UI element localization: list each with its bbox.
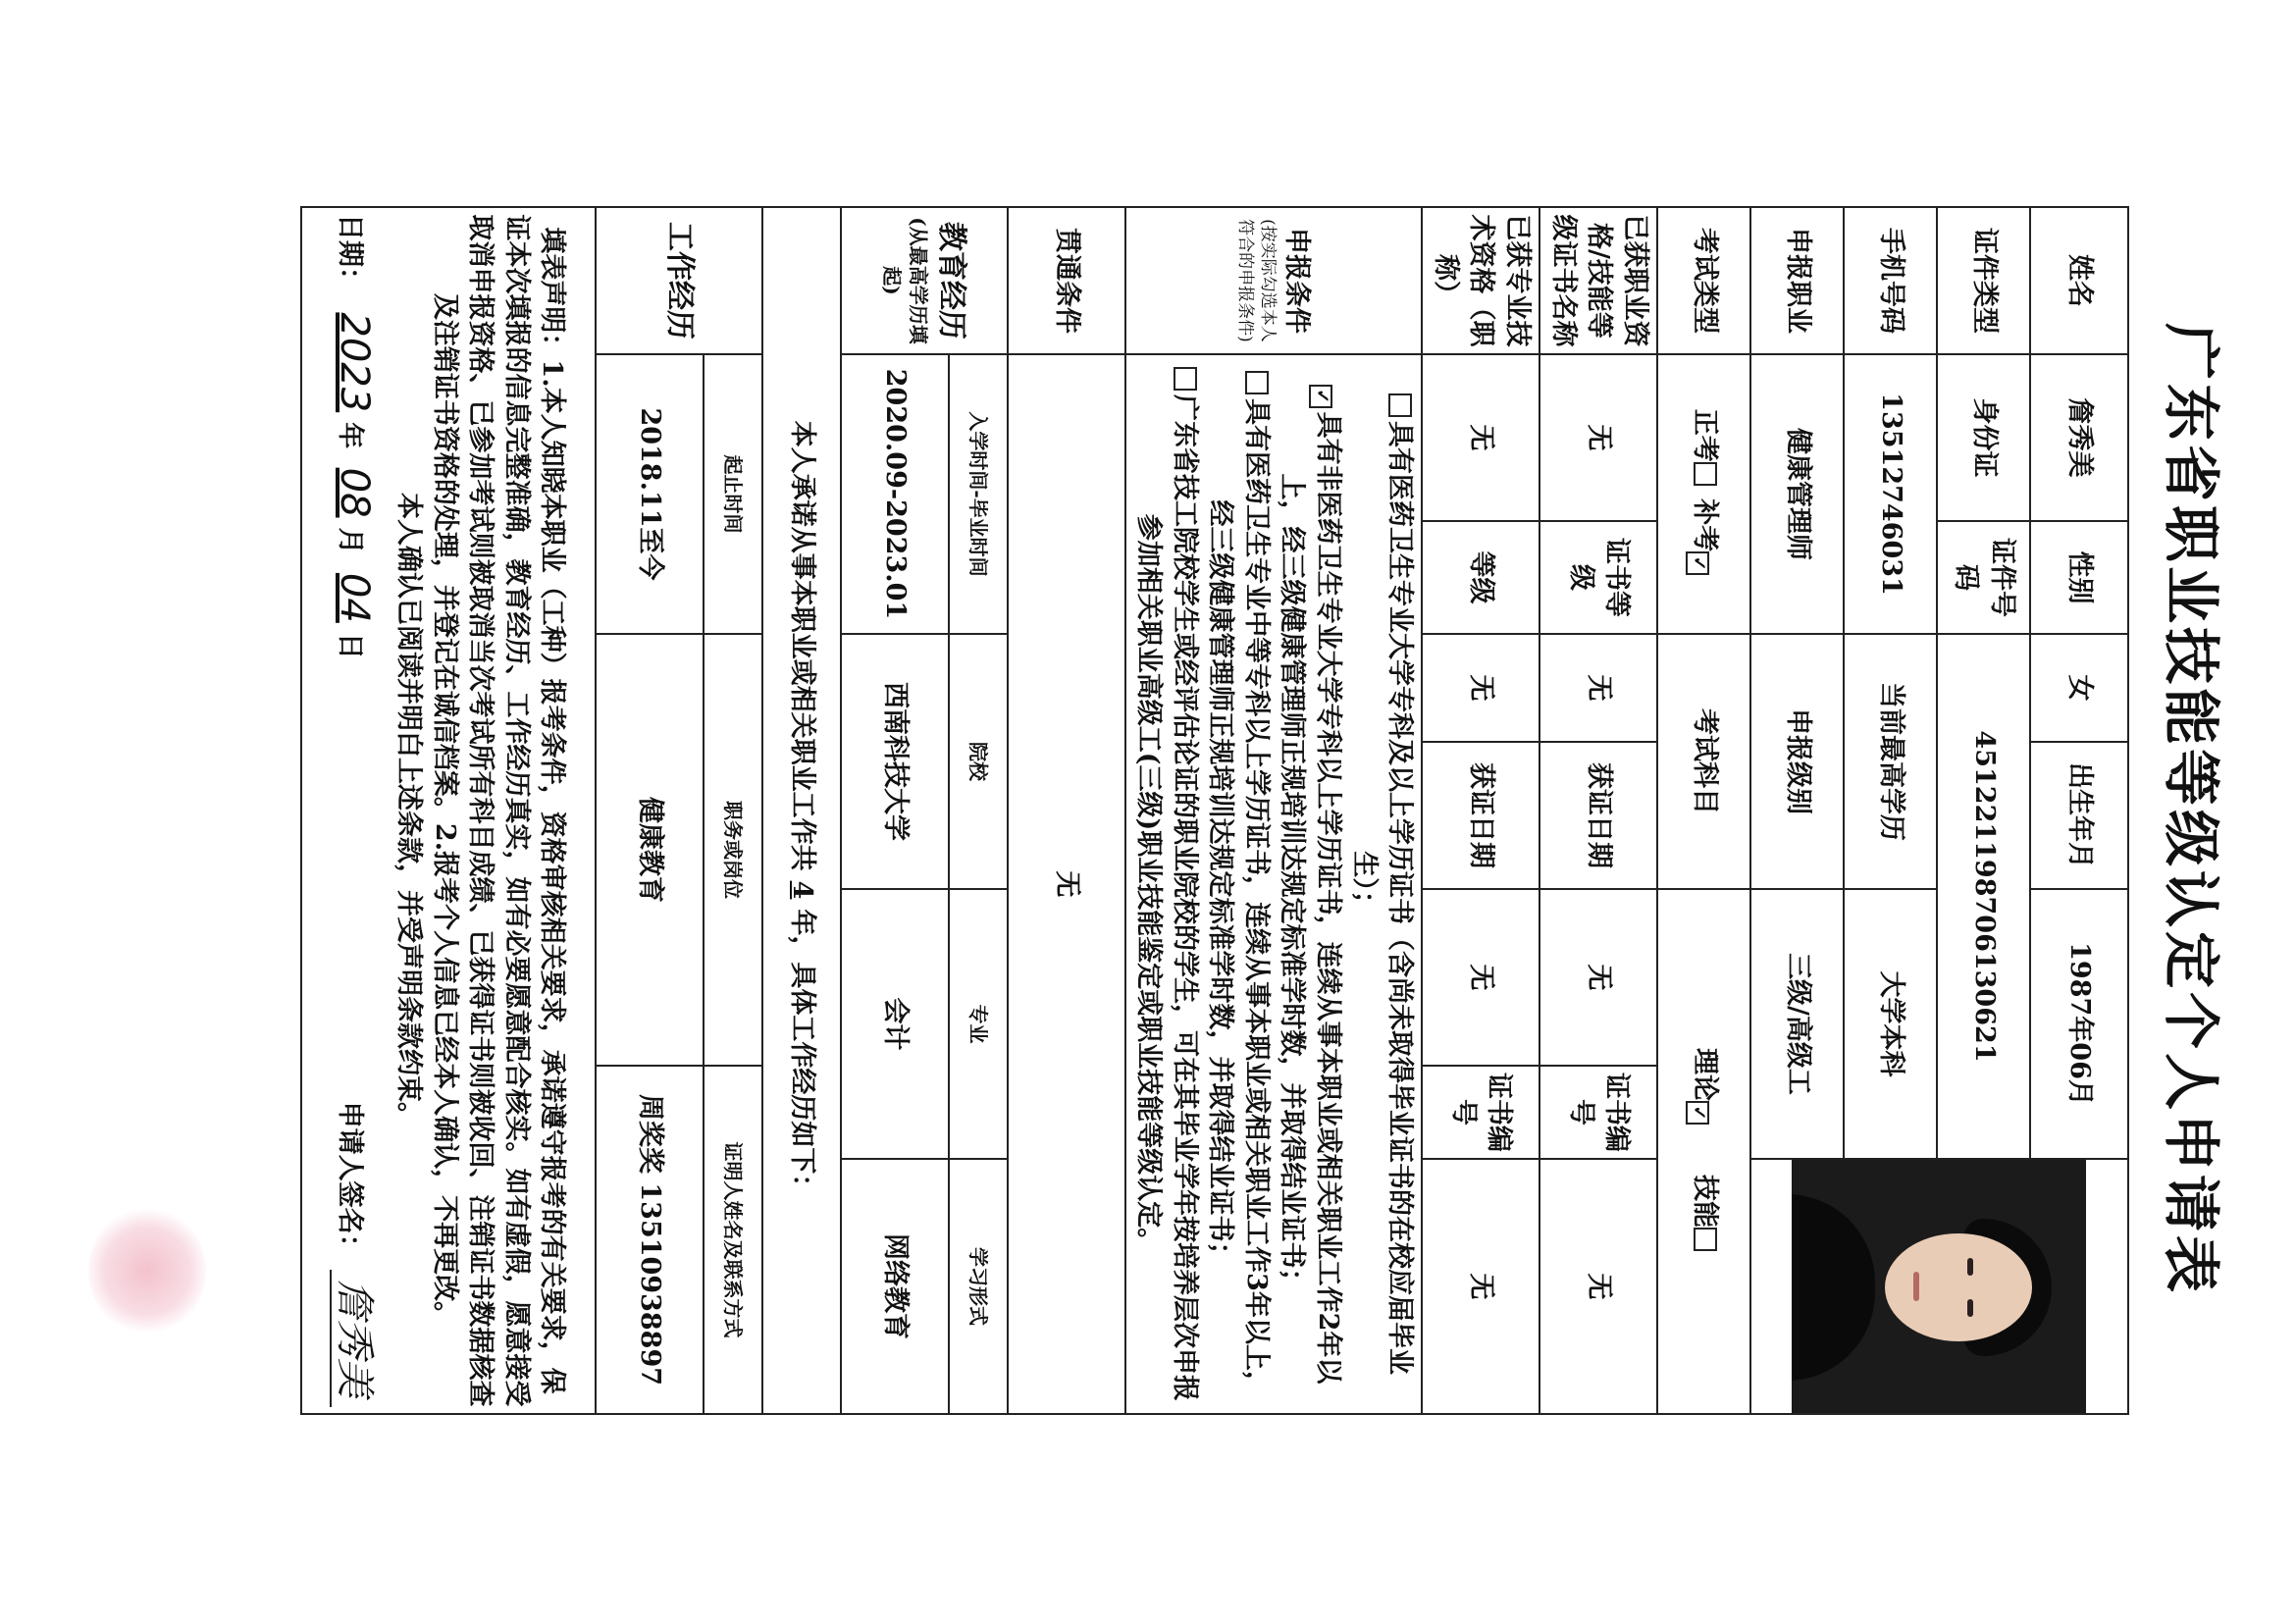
exam-subject-label: 考试科目 xyxy=(1657,634,1750,889)
exam-subject-theory-label: 理论 xyxy=(1690,1048,1720,1101)
title-level-label: 等级 xyxy=(1422,521,1539,634)
photo-eye-left xyxy=(1968,1258,1974,1276)
edu-period: 2020.09-2023.01 xyxy=(841,354,949,634)
conditions-label: 申报条件 xyxy=(1281,228,1313,334)
conditions-list xyxy=(1125,354,1422,1414)
condition-text: 广东省技工院校学生或经评估论证的职业院校的学生，可在其毕业学年按培养层次申报参加相关职业高级工(三级)职业技能鉴定或职业技能等级认定。 xyxy=(1133,394,1200,1401)
exam-type-options xyxy=(1657,354,1750,634)
exam-subject-skill[interactable] xyxy=(1690,1175,1720,1255)
declaration-cell xyxy=(301,207,596,1414)
id-type-value: 身份证 xyxy=(1937,354,2030,521)
held-title-label: 已获专业技术资格（职称） xyxy=(1422,207,1539,354)
education-value: 大学本科 xyxy=(1844,889,1937,1159)
held-cert-value: 无 xyxy=(1539,354,1657,521)
signature-label: 申请人签名： xyxy=(334,1101,365,1261)
edu-col-form: 学习形式 xyxy=(949,1159,1008,1414)
cert-level-value: 无 xyxy=(1539,634,1657,742)
condition-text: 具有医药卫生专业大学专科及以上学历证书（含尚未取得毕业证书的在校应届毕业生）； xyxy=(1348,421,1415,1375)
held-title-value: 无 xyxy=(1422,354,1539,521)
checked-checkbox-icon[interactable] xyxy=(1686,551,1709,575)
table-row xyxy=(596,207,704,1414)
title-date-label: 获证日期 xyxy=(1422,742,1539,889)
declaration-confirm: 本人确认已阅读并明白上述条款，并受声明条款约束。 xyxy=(393,493,425,1128)
exam-type-makeup[interactable] xyxy=(1690,498,1720,579)
photo-mouth xyxy=(1914,1272,1920,1301)
cert-number-label: 证书编号 xyxy=(1539,1066,1657,1159)
promise-years: 4 xyxy=(787,880,818,900)
work-col-position: 职务或岗位 xyxy=(704,634,762,1066)
work-position: 健康教育 xyxy=(596,634,704,1066)
edu-label: 教育经历 xyxy=(934,222,969,340)
condition-item[interactable] xyxy=(1345,361,1417,1407)
signature-row xyxy=(328,214,381,1407)
title-number-label: 证书编号 xyxy=(1422,1066,1539,1159)
condition-text: 具有非医药卫生专业大学专科以上学历证书，连续从事本职业或相关职业工作2年以上，经三级健康管理师正规培训达规定标准学时数，并取得结业证书； xyxy=(1277,411,1344,1385)
gender-value: 女 xyxy=(2030,634,2128,742)
occupation-value: 健康管理师 xyxy=(1750,354,1844,634)
education-label: 当前最高学历 xyxy=(1844,634,1937,889)
checkbox-icon[interactable] xyxy=(1174,367,1197,391)
through-value: 无 xyxy=(1008,354,1125,1414)
edu-col-school: 院校 xyxy=(949,634,1008,889)
through-label: 贯通条件 xyxy=(1008,207,1125,354)
title-number-value: 无 xyxy=(1422,1159,1539,1414)
exam-type-regular[interactable] xyxy=(1690,409,1720,498)
declaration-text: 填表声明：1.本人知晓本职业（工种）报考条件，资格审核相关要求，承诺遵守报考的有关要求，保证本次填报的信息完整准确，教育经历、工作经历真实，如有必要愿意配合核实。如有虚假，愿意接受取消申报资格、已参加考试则被取消当次考试所有科目成绩、已获得证书则被收回、注销证书数据核查及注销证书资格的处理，并登记在诚信档案。2.报考个人信息已经本人确认，不再更改。 xyxy=(429,214,568,1407)
cert-level-label: 证书等级 xyxy=(1539,521,1657,634)
id-number-label: 证件号码 xyxy=(1937,521,2030,634)
fingerprint-stamp xyxy=(88,1207,206,1335)
date-label: 日期： xyxy=(334,214,365,293)
form-title: 广东省职业技能等级认定个人申请表 xyxy=(2158,322,2224,1296)
level-label: 申报级别 xyxy=(1750,634,1844,889)
exam-type-regular-label: 正考 xyxy=(1690,408,1720,462)
condition-item[interactable] xyxy=(1202,361,1274,1407)
name-label: 姓名 xyxy=(2030,207,2128,354)
edu-form: 网络教育 xyxy=(841,1159,949,1414)
name-value: 詹秀美 xyxy=(2030,354,2128,521)
exam-subject-skill-label: 技能 xyxy=(1690,1175,1720,1229)
table-row xyxy=(841,207,949,1414)
photo-face xyxy=(1886,1233,2033,1341)
exam-type-label: 考试类型 xyxy=(1657,207,1750,354)
promise-prefix: 本人承诺从事本职业或相关职业工作共 xyxy=(787,420,818,871)
exam-subject-theory[interactable] xyxy=(1690,1048,1720,1137)
year-label: 年 xyxy=(334,422,365,449)
id-number-value: 451221198706130621 xyxy=(1937,634,2030,1159)
checkbox-icon[interactable] xyxy=(1245,371,1269,394)
date-obtained-value: 无 xyxy=(1539,889,1657,1066)
month-label: 月 xyxy=(334,527,365,554)
conditions-label-cell xyxy=(1125,207,1422,354)
checkbox-icon[interactable] xyxy=(1694,1228,1717,1251)
date-year: 2023 xyxy=(331,312,377,413)
edu-col-period: 入学时间-毕业时间 xyxy=(949,354,1008,634)
held-cert-label: 已获职业资格/技能等级证书名称 xyxy=(1539,207,1657,354)
exam-type-makeup-label: 补考 xyxy=(1690,498,1720,552)
condition-item[interactable] xyxy=(1274,361,1345,1407)
edu-major: 会计 xyxy=(841,889,949,1159)
day-label: 日 xyxy=(334,632,365,659)
phone-label: 手机号码 xyxy=(1844,207,1937,354)
condition-item[interactable] xyxy=(1130,361,1202,1407)
work-col-reference: 证明人姓名及联系方式 xyxy=(704,1066,762,1414)
form-table xyxy=(300,206,2129,1415)
cert-number-value: 无 xyxy=(1539,1159,1657,1414)
checkbox-icon[interactable] xyxy=(1694,462,1717,486)
conditions-note: (按实际勾选本人符合的申报条件) xyxy=(1234,219,1278,342)
edu-label-cell xyxy=(841,207,1008,354)
occupation-label: 申报职业 xyxy=(1750,207,1844,354)
date-month: 08 xyxy=(331,467,377,518)
edu-col-major: 专业 xyxy=(949,889,1008,1159)
photo-body xyxy=(1793,1194,1876,1381)
applicant-photo xyxy=(1793,1160,2087,1413)
checkbox-icon[interactable] xyxy=(1388,393,1412,417)
birth-label: 出生年月 xyxy=(2030,742,2128,889)
birth-value: 1987年06月 xyxy=(2030,889,2128,1159)
photo-cell xyxy=(1750,1159,2128,1414)
exam-subject-options xyxy=(1657,889,1750,1414)
promise-line xyxy=(762,207,841,1414)
level-value: 三级/高级工 xyxy=(1750,889,1844,1159)
work-label: 工作经历 xyxy=(596,207,762,354)
date-day: 04 xyxy=(331,572,377,623)
work-period: 2018.11至今 xyxy=(596,354,704,634)
edu-school: 西南科技大学 xyxy=(841,634,949,889)
date-line xyxy=(328,214,381,659)
handwritten-signature: 詹秀美 xyxy=(330,1270,377,1407)
phone-value: 13512746031 xyxy=(1844,354,1937,634)
title-level-value: 无 xyxy=(1422,634,1539,742)
photo-eye-right xyxy=(1968,1299,1974,1317)
checked-checkbox-icon[interactable] xyxy=(1686,1101,1709,1125)
work-reference: 周奖奖 13510938897 xyxy=(596,1066,704,1414)
edu-note: (从最高学历填起) xyxy=(879,217,930,344)
checked-checkbox-icon[interactable] xyxy=(1309,385,1332,408)
title-date-value: 无 xyxy=(1422,889,1539,1066)
condition-text: 具有医药卫生专业中等专科以上学历证书，连续从事本职业或相关职业工作3年以上，经三级健康管理师正规培训达规定标准学时数，并取得结业证书； xyxy=(1205,398,1272,1397)
gender-label: 性别 xyxy=(2030,521,2128,634)
date-obtained-label: 获证日期 xyxy=(1539,742,1657,889)
work-col-period: 起止时间 xyxy=(704,354,762,634)
id-type-label: 证件类型 xyxy=(1937,207,2030,354)
signature-block xyxy=(328,1102,381,1407)
promise-suffix: 年，具体工作经历如下： xyxy=(787,909,818,1201)
